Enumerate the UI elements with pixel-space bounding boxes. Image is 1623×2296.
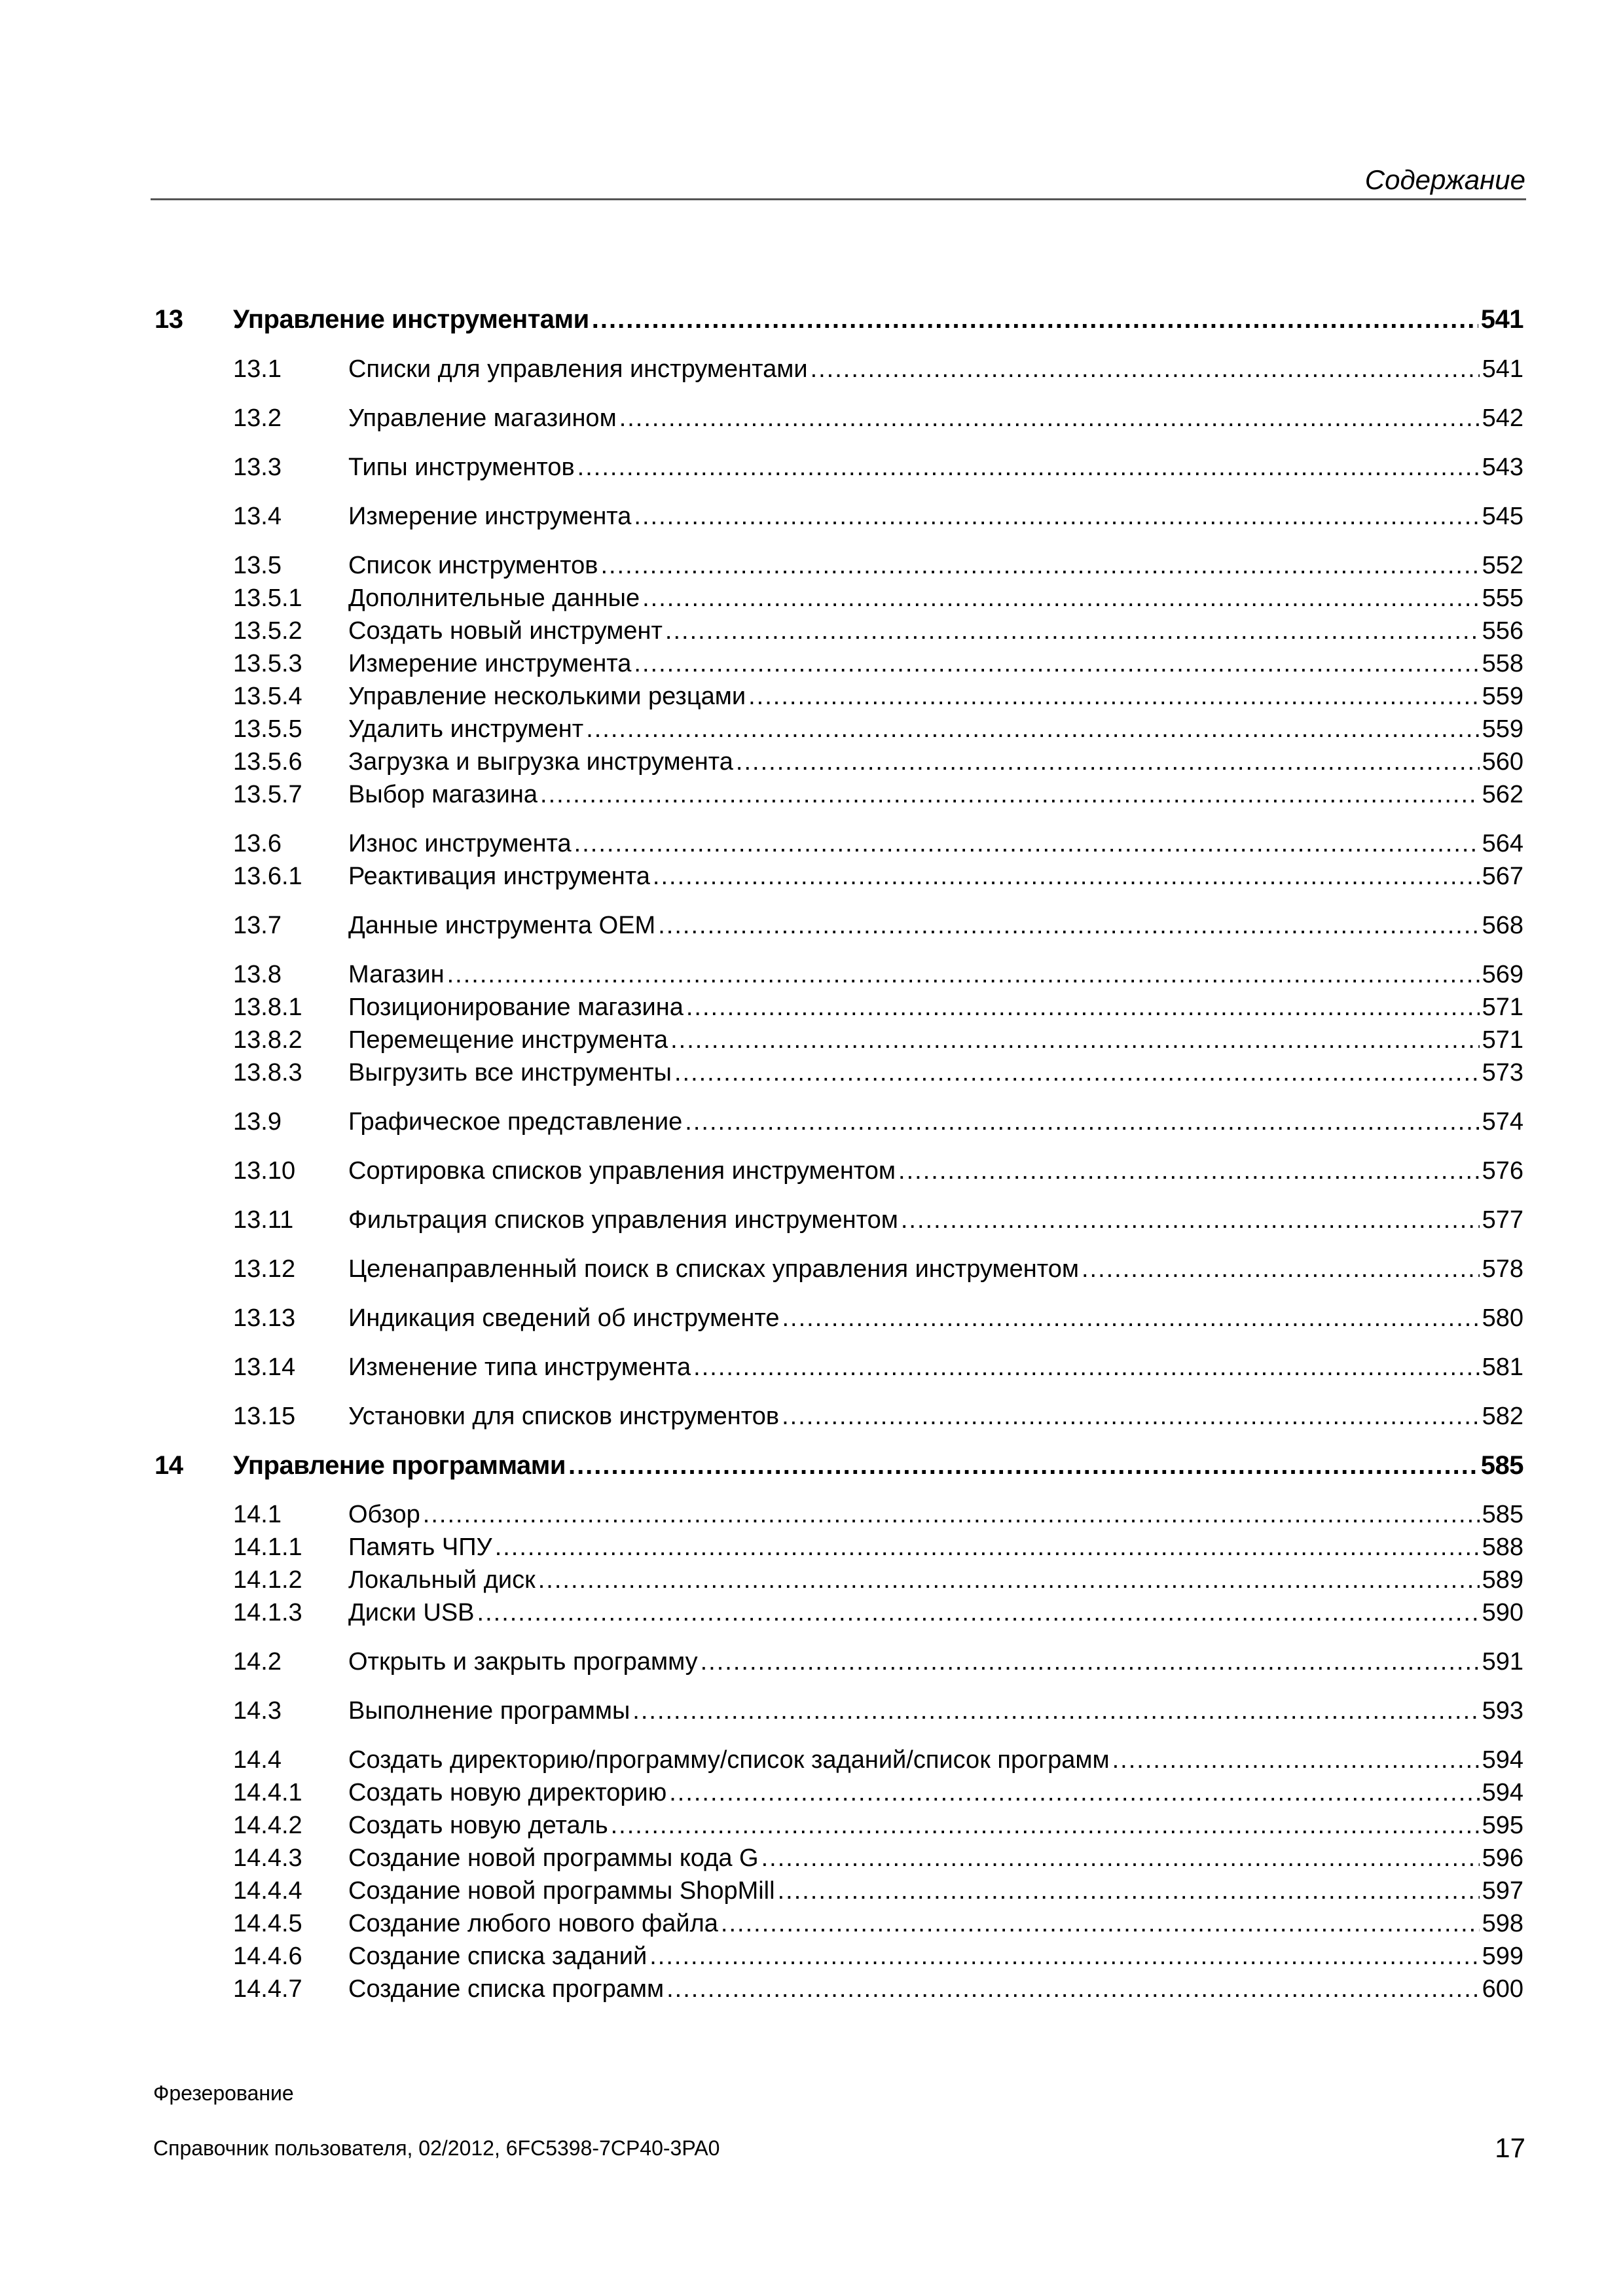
toc-entry-title: Списки для управления инструментами xyxy=(348,355,808,383)
toc-entry[interactable] xyxy=(0,615,1623,647)
toc-entry-title: Обзор xyxy=(348,1501,420,1528)
dot-leader xyxy=(701,1645,1480,1678)
toc-entry-page: 596 xyxy=(1482,1844,1523,1872)
toc-entry-title: Удалить инструмент xyxy=(348,715,584,743)
toc-entry[interactable] xyxy=(0,1776,1623,1809)
toc-entry-page: 577 xyxy=(1482,1206,1523,1234)
toc-entry[interactable] xyxy=(0,647,1623,680)
toc-entry[interactable] xyxy=(0,1645,1623,1678)
toc-entry[interactable] xyxy=(0,1874,1623,1907)
toc-entry-page: 576 xyxy=(1482,1157,1523,1185)
toc-entry-page: 555 xyxy=(1482,584,1523,612)
dot-leader xyxy=(592,303,1478,336)
toc-entry[interactable] xyxy=(0,1695,1623,1727)
toc-entry-title: Графическое представление xyxy=(348,1108,683,1136)
toc-entry-number: 14.1 xyxy=(233,1501,282,1528)
toc-entry-page: 582 xyxy=(1482,1403,1523,1430)
dot-leader xyxy=(600,549,1479,582)
toc-entry-title: Перемещение инструмента xyxy=(348,1026,668,1054)
toc-entry-title: Создание любого нового файла xyxy=(348,1910,718,1937)
toc-entry-number: 13.11 xyxy=(233,1206,294,1234)
dot-leader xyxy=(782,1302,1480,1335)
toc-entry-page: 543 xyxy=(1482,454,1523,481)
toc-entry-title: Загрузка и выгрузка инструмента xyxy=(348,748,733,776)
dot-leader xyxy=(538,1564,1480,1596)
toc-entry-title: Создание списка заданий xyxy=(348,1943,647,1970)
header-rule xyxy=(151,198,1526,200)
dot-leader xyxy=(642,582,1480,615)
page-number: 17 xyxy=(1495,2132,1525,2163)
toc-entry-title: Реактивация инструмента xyxy=(348,863,650,890)
toc-entry-page: 600 xyxy=(1482,1975,1523,2003)
toc-entry-page: 593 xyxy=(1482,1697,1523,1725)
toc-entry-page: 562 xyxy=(1482,781,1523,808)
toc-entry-title: Выбор магазина xyxy=(348,781,538,808)
toc-entry-title: Управление инструментами xyxy=(233,305,589,334)
toc-entry-title: Список инструментов xyxy=(348,552,598,579)
toc-entry-page: 595 xyxy=(1482,1812,1523,1839)
toc-entry[interactable] xyxy=(0,1253,1623,1285)
toc-entry-number: 14.4.4 xyxy=(233,1877,302,1905)
toc-entry-number: 13.4 xyxy=(233,503,282,530)
toc-entry-number: 13.5.2 xyxy=(233,617,302,645)
toc-entry-number: 13 xyxy=(155,305,183,334)
toc-entry-title: Выполнение программы xyxy=(348,1697,630,1725)
toc-entry-title: Управление несколькими резцами xyxy=(348,683,746,710)
toc-entry[interactable] xyxy=(0,745,1623,778)
toc-entry[interactable] xyxy=(0,778,1623,811)
toc-entry-title: Типы инструментов xyxy=(348,454,575,481)
toc-entry[interactable] xyxy=(0,1531,1623,1564)
dot-leader xyxy=(811,353,1480,386)
toc-entry-page: 552 xyxy=(1482,552,1523,579)
toc-entry-number: 14.4.5 xyxy=(233,1910,302,1937)
toc-entry-page: 594 xyxy=(1482,1746,1523,1774)
toc-entry-page: 542 xyxy=(1482,404,1523,432)
dot-leader xyxy=(540,778,1480,811)
toc-entry-title: Позиционирование магазина xyxy=(348,994,684,1021)
toc-entry-title: Управление программами xyxy=(233,1451,566,1480)
toc-entry[interactable] xyxy=(0,1155,1623,1187)
toc-entry-number: 13.8.1 xyxy=(233,994,302,1021)
dot-leader xyxy=(782,1400,1480,1433)
toc-entry-number: 13.8 xyxy=(233,961,282,988)
toc-entry-page: 590 xyxy=(1482,1599,1523,1626)
dot-leader xyxy=(574,827,1480,860)
toc-entry[interactable] xyxy=(0,827,1623,860)
dot-leader xyxy=(736,745,1480,778)
toc-entry[interactable] xyxy=(0,958,1623,991)
toc-entry-page: 581 xyxy=(1482,1354,1523,1381)
toc-entry-page: 541 xyxy=(1480,305,1523,334)
toc-entry-number: 13.12 xyxy=(233,1255,296,1283)
toc-entry-page: 571 xyxy=(1482,1026,1523,1054)
toc-entry-number: 13.5 xyxy=(233,552,282,579)
toc-entry-number: 14.4.7 xyxy=(233,1975,302,2003)
toc-entry-page: 574 xyxy=(1482,1108,1523,1136)
dot-leader xyxy=(666,1973,1479,2005)
toc-entry-number: 13.10 xyxy=(233,1157,296,1185)
toc-entry-title: Индикация сведений об инструменте xyxy=(348,1304,780,1332)
toc-entry-title: Локальный диск xyxy=(348,1566,536,1594)
toc-entry-page: 578 xyxy=(1482,1255,1523,1283)
dot-leader xyxy=(477,1596,1480,1629)
toc-entry-page: 598 xyxy=(1482,1910,1523,1937)
toc-entry-number: 13.8.2 xyxy=(233,1026,302,1054)
toc-entry-title: Изменение типа инструмента xyxy=(348,1354,691,1381)
dot-leader xyxy=(778,1874,1480,1907)
toc-entry-page: 571 xyxy=(1482,994,1523,1021)
toc-entry-title: Износ инструмента xyxy=(348,830,572,857)
toc-entry[interactable] xyxy=(0,860,1623,893)
toc-entry[interactable] xyxy=(0,680,1623,713)
dot-leader xyxy=(665,615,1480,647)
toc-entry-number: 13.13 xyxy=(233,1304,296,1332)
toc-entry[interactable] xyxy=(0,991,1623,1024)
dot-leader xyxy=(634,647,1479,680)
toc-entry[interactable] xyxy=(0,909,1623,942)
footer-manual-info: Справочник пользователя, 02/2012, 6FC5398-7CP40-3PA0 xyxy=(153,2136,720,2160)
toc-entry[interactable] xyxy=(0,713,1623,745)
toc-entry-number: 13.5.3 xyxy=(233,650,302,677)
toc-entry-title: Дополнительные данные xyxy=(348,584,640,612)
toc-entry-title: Сортировка списков управления инструментом xyxy=(348,1157,896,1185)
dot-leader xyxy=(1082,1253,1480,1285)
toc-entry-number: 14 xyxy=(155,1451,183,1480)
toc-entry-number: 14.1.2 xyxy=(233,1566,302,1594)
dot-leader xyxy=(568,1449,1478,1482)
toc-entry-number: 14.3 xyxy=(233,1697,282,1725)
toc-entry-title: Данные инструмента OEM xyxy=(348,912,656,939)
dot-leader xyxy=(693,1351,1479,1384)
toc-entry-number: 14.4.6 xyxy=(233,1943,302,1970)
toc-entry-number: 13.3 xyxy=(233,454,282,481)
toc-entry-page: 564 xyxy=(1482,830,1523,857)
toc-entry-title: Фильтрация списков управления инструментом xyxy=(348,1206,898,1234)
dot-leader xyxy=(632,1695,1479,1727)
toc-entry-page: 588 xyxy=(1482,1534,1523,1561)
toc-entry-page: 573 xyxy=(1482,1059,1523,1086)
toc-entry[interactable] xyxy=(0,1400,1623,1433)
toc-entry-page: 589 xyxy=(1482,1566,1523,1594)
toc-entry[interactable] xyxy=(0,1204,1623,1236)
dot-leader xyxy=(685,1105,1479,1138)
toc-entry-title: Создание списка программ xyxy=(348,1975,665,2003)
toc-entry-number: 13.7 xyxy=(233,912,282,939)
toc-entry[interactable] xyxy=(0,582,1623,615)
dot-leader xyxy=(901,1204,1480,1236)
toc-entry-page: 591 xyxy=(1482,1648,1523,1676)
toc-entry[interactable] xyxy=(0,353,1623,386)
toc-entry-page: 560 xyxy=(1482,748,1523,776)
toc-entry[interactable] xyxy=(0,1564,1623,1596)
toc-entry-number: 14.4.2 xyxy=(233,1812,302,1839)
toc-entry-number: 14.4.1 xyxy=(233,1779,302,1806)
toc-entry[interactable] xyxy=(0,402,1623,435)
toc-entry-number: 13.8.3 xyxy=(233,1059,302,1086)
dot-leader xyxy=(611,1809,1480,1842)
toc-entry-title: Создать новый инструмент xyxy=(348,617,663,645)
toc-entry-page: 556 xyxy=(1482,617,1523,645)
dot-leader xyxy=(649,1940,1479,1973)
footer-product: Фрезерование xyxy=(153,2081,294,2105)
toc-entry[interactable] xyxy=(0,1809,1623,1842)
toc-entry-page: 559 xyxy=(1482,683,1523,710)
toc-entry-page: 599 xyxy=(1482,1943,1523,1970)
toc-entry[interactable] xyxy=(0,1105,1623,1138)
toc-entry-number: 13.2 xyxy=(233,404,282,432)
toc-entry-title: Диски USB xyxy=(348,1599,475,1626)
dot-leader xyxy=(653,860,1480,893)
dot-leader xyxy=(748,680,1479,713)
toc-entry[interactable] xyxy=(0,451,1623,484)
dot-leader xyxy=(686,991,1480,1024)
dot-leader xyxy=(658,909,1479,942)
toc-entry-title: Создать новую директорию xyxy=(348,1779,667,1806)
toc-entry[interactable] xyxy=(0,1596,1623,1629)
toc-entry-page: 594 xyxy=(1482,1779,1523,1806)
toc-entry-title: Измерение инструмента xyxy=(348,650,632,677)
toc-entry-title: Измерение инструмента xyxy=(348,503,632,530)
dot-leader xyxy=(670,1024,1479,1056)
toc-entry-page: 558 xyxy=(1482,650,1523,677)
dot-leader xyxy=(577,451,1480,484)
toc-entry-page: 567 xyxy=(1482,863,1523,890)
toc-entry[interactable] xyxy=(0,1024,1623,1056)
dot-leader xyxy=(495,1531,1480,1564)
toc-entry[interactable] xyxy=(0,1907,1623,1940)
running-header-title: Содержание xyxy=(1364,164,1525,195)
toc-entry-page: 545 xyxy=(1482,503,1523,530)
dot-leader xyxy=(423,1498,1480,1531)
toc-entry-number: 13.15 xyxy=(233,1403,296,1430)
toc-entry-title: Создание новой программы ShopMill xyxy=(348,1877,775,1905)
toc-entry-title: Создать новую деталь xyxy=(348,1812,608,1839)
toc-entry[interactable] xyxy=(0,549,1623,582)
toc-entry-number: 14.4.3 xyxy=(233,1844,302,1872)
toc-entry-number: 14.2 xyxy=(233,1648,282,1676)
toc-entry-page: 541 xyxy=(1482,355,1523,383)
dot-leader xyxy=(674,1056,1480,1089)
toc-entry-number: 13.14 xyxy=(233,1354,296,1381)
toc-entry-number: 13.5.6 xyxy=(233,748,302,776)
toc-entry-page: 559 xyxy=(1482,715,1523,743)
toc-entry[interactable] xyxy=(0,1842,1623,1874)
toc-entry-page: 585 xyxy=(1482,1501,1523,1528)
toc-entry-number: 13.5.1 xyxy=(233,584,302,612)
toc-entry-number: 14.4 xyxy=(233,1746,282,1774)
toc-entry-title: Магазин xyxy=(348,961,445,988)
toc-entry-title: Открыть и закрыть программу xyxy=(348,1648,698,1676)
toc-entry[interactable] xyxy=(0,1744,1623,1776)
toc-entry[interactable] xyxy=(0,500,1623,533)
toc-chapter-entry[interactable] xyxy=(0,1449,1623,1482)
toc-entry-title: Установки для списков инструментов xyxy=(348,1403,780,1430)
toc-entry-number: 13.9 xyxy=(233,1108,282,1136)
toc-entry[interactable] xyxy=(0,1940,1623,1973)
toc-entry-title: Целенаправленный поиск в списках управления инструментом xyxy=(348,1255,1079,1283)
toc-entry-number: 14.1.1 xyxy=(233,1534,302,1561)
dot-leader xyxy=(447,958,1480,991)
dot-leader xyxy=(1112,1744,1480,1776)
toc-entry-title: Выгрузить все инструменты xyxy=(348,1059,672,1086)
dot-leader xyxy=(761,1842,1480,1874)
toc-entry[interactable] xyxy=(0,1973,1623,2005)
dot-leader xyxy=(619,402,1480,435)
dot-leader xyxy=(721,1907,1480,1940)
toc-entry[interactable] xyxy=(0,1498,1623,1531)
toc-entry-title: Создание новой программы кода G xyxy=(348,1844,759,1872)
toc-entry-page: 569 xyxy=(1482,961,1523,988)
toc-chapter-entry[interactable] xyxy=(0,303,1623,336)
toc-entry-title: Управление магазином xyxy=(348,404,617,432)
dot-leader xyxy=(898,1155,1480,1187)
toc-entry-title: Создать директорию/программу/список заданий/список программ xyxy=(348,1746,1110,1774)
toc-entry-number: 13.6.1 xyxy=(233,863,302,890)
dot-leader xyxy=(669,1776,1479,1809)
toc-entry-page: 585 xyxy=(1480,1451,1523,1480)
toc-entry-title: Память ЧПУ xyxy=(348,1534,492,1561)
toc-entry[interactable] xyxy=(0,1302,1623,1335)
toc-entry-page: 580 xyxy=(1482,1304,1523,1332)
toc-entry-number: 13.5.7 xyxy=(233,781,302,808)
toc-entry[interactable] xyxy=(0,1351,1623,1384)
toc-entry-number: 13.6 xyxy=(233,830,282,857)
toc-entry-page: 568 xyxy=(1482,912,1523,939)
toc-entry-number: 13.5.4 xyxy=(233,683,302,710)
toc-entry-number: 14.1.3 xyxy=(233,1599,302,1626)
toc-entry-number: 13.1 xyxy=(233,355,282,383)
toc-entry-number: 13.5.5 xyxy=(233,715,302,743)
dot-leader xyxy=(634,500,1479,533)
toc-entry[interactable] xyxy=(0,1056,1623,1089)
dot-leader xyxy=(586,713,1479,745)
toc-entry-page: 597 xyxy=(1482,1877,1523,1905)
